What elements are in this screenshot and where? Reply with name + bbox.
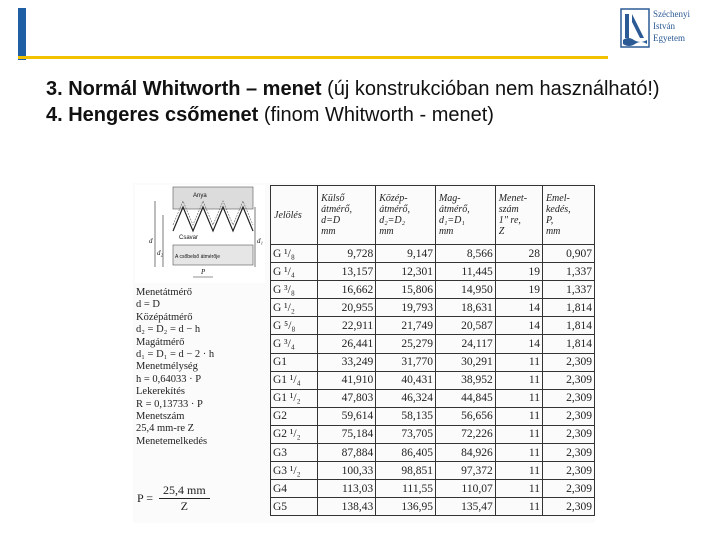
cell-threads-per-inch: 11: [495, 480, 542, 498]
logo-line: István: [653, 21, 675, 31]
cell-pitch-diameter: 46,324: [376, 389, 436, 407]
accent-horizontal-line: [18, 56, 608, 59]
cell-core-diameter: 84,926: [435, 444, 495, 462]
cell-designation: G2: [271, 407, 318, 425]
cell-outer-diameter: 9,728: [318, 245, 376, 263]
cell-threads-per-inch: 11: [495, 407, 542, 425]
cell-designation: G ³/₄: [271, 335, 318, 353]
cell-outer-diameter: 20,955: [318, 299, 376, 317]
formula-line: h = 0,64033 · P: [136, 373, 202, 385]
cell-core-diameter: 110,07: [435, 480, 495, 498]
cell-designation: G1 ¹/₄: [271, 371, 318, 389]
page-title: [46, 76, 686, 128]
formula-line: Lekerekítés: [136, 386, 185, 398]
cell-pitch-diameter: 86,405: [376, 444, 436, 462]
cell-threads-per-inch: 11: [495, 389, 542, 407]
cell-pitch-diameter: 31,770: [376, 353, 436, 371]
diagram-label-nut: Anya: [193, 193, 207, 199]
cell-pitch-diameter: 15,806: [376, 281, 436, 299]
title-line1-bold: 3. Normál Whitworth – menet: [46, 78, 322, 100]
cell-core-diameter: 72,226: [435, 425, 495, 443]
cell-outer-diameter: 87,884: [318, 444, 376, 462]
table-row: [271, 462, 595, 480]
cell-pitch: 0,907: [542, 245, 594, 263]
cell-core-diameter: 56,656: [435, 407, 495, 425]
table-header-row: [271, 186, 595, 245]
table-row: [271, 425, 595, 443]
cell-pitch: 2,309: [542, 407, 594, 425]
cell-core-diameter: 8,566: [435, 245, 495, 263]
formula-line: d₂ = D₂ = d − h: [136, 324, 201, 336]
logo-line: Széchenyi: [653, 9, 690, 19]
cell-core-diameter: 11,445: [435, 263, 495, 281]
table-row: [271, 444, 595, 462]
cell-designation: G3: [271, 444, 318, 462]
diagram-label-d1: d₁: [257, 237, 263, 245]
cell-outer-diameter: 100,33: [318, 462, 376, 480]
cell-pitch: 1,814: [542, 299, 594, 317]
cell-outer-diameter: 113,03: [318, 480, 376, 498]
cell-core-diameter: 24,117: [435, 335, 495, 353]
diagram-label-pipe-bore: A csőbelső átmérője: [175, 254, 221, 260]
cell-core-diameter: 14,950: [435, 281, 495, 299]
table-row: [271, 317, 595, 335]
formula-line: Középátmérő: [136, 311, 193, 323]
formula-line: Menetmélység: [136, 361, 198, 373]
cell-outer-diameter: 75,184: [318, 425, 376, 443]
cell-threads-per-inch: 11: [495, 353, 542, 371]
pitch-formula: [137, 483, 210, 514]
cell-pitch: 2,309: [542, 371, 594, 389]
cell-threads-per-inch: 11: [495, 425, 542, 443]
header-pitch: Emel- kedés, P, mm: [542, 186, 594, 245]
header-outer-diameter: Külső átmérő, d=D mm: [318, 186, 376, 245]
cell-outer-diameter: 47,803: [318, 389, 376, 407]
table-row: [271, 245, 595, 263]
formula-line: d₁ = D₁ = d − 2 · h: [136, 349, 215, 361]
cell-threads-per-inch: 11: [495, 462, 542, 480]
cell-core-diameter: 38,952: [435, 371, 495, 389]
cell-outer-diameter: 13,157: [318, 263, 376, 281]
szechenyi-logo-icon: [620, 8, 650, 48]
scanned-reference-figure: [133, 183, 595, 523]
cell-pitch: 2,309: [542, 498, 594, 516]
diagram-label-d: d: [149, 237, 153, 245]
diagram-label-d2: d₂: [157, 249, 163, 257]
cell-threads-per-inch: 14: [495, 317, 542, 335]
cell-threads-per-inch: 11: [495, 371, 542, 389]
diagram-label-pitch: P: [201, 268, 206, 276]
cell-outer-diameter: 26,441: [318, 335, 376, 353]
cell-designation: G2 ¹/₂: [271, 425, 318, 443]
cell-designation: G4: [271, 480, 318, 498]
cell-outer-diameter: 59,614: [318, 407, 376, 425]
header-core-diameter: Mag- átmérő, d₁=D₁ mm: [435, 186, 495, 245]
cell-pitch: 2,309: [542, 425, 594, 443]
table-row: [271, 281, 595, 299]
cell-designation: G1: [271, 353, 318, 371]
cell-pitch-diameter: 9,147: [376, 245, 436, 263]
cell-pitch: 1,814: [542, 317, 594, 335]
cell-designation: G5: [271, 498, 318, 516]
thread-dimensions-table: [270, 185, 595, 516]
cell-designation: G ⁵/₈: [271, 317, 318, 335]
cell-pitch-diameter: 40,431: [376, 371, 436, 389]
cell-pitch-diameter: 73,705: [376, 425, 436, 443]
cell-outer-diameter: 138,43: [318, 498, 376, 516]
cell-core-diameter: 44,845: [435, 389, 495, 407]
cell-pitch: 2,309: [542, 462, 594, 480]
logo-line: Egyetem: [653, 33, 685, 43]
table-body: [271, 245, 595, 516]
pitch-fraction: [159, 483, 210, 514]
table-row: [271, 498, 595, 516]
formula-line: 25,4 mm-re Z: [136, 423, 195, 435]
table-row: [271, 371, 595, 389]
table-row: [271, 389, 595, 407]
formula-line: Menetátmérő: [136, 287, 192, 298]
cell-designation: G ¹/₂: [271, 299, 318, 317]
table-row: [271, 335, 595, 353]
title-line2-bold: 4. Hengeres csőmenet: [46, 104, 259, 126]
cell-threads-per-inch: 19: [495, 281, 542, 299]
cell-threads-per-inch: 11: [495, 498, 542, 516]
cell-pitch-diameter: 58,135: [376, 407, 436, 425]
formula-line: Magátmérő: [136, 336, 185, 348]
table-row: [271, 407, 595, 425]
cell-pitch: 1,814: [542, 335, 594, 353]
title-line2-rest: (finom Whitworth - menet): [258, 104, 494, 126]
cell-outer-diameter: 16,662: [318, 281, 376, 299]
formula-line: Menetszám: [136, 411, 185, 423]
table-row: [271, 299, 595, 317]
cell-designation: G3 ¹/₂: [271, 462, 318, 480]
cell-threads-per-inch: 14: [495, 335, 542, 353]
university-logo: [620, 6, 710, 50]
formula-line: R = 0,13733 · P: [136, 398, 203, 410]
header-designation: Jelölés: [271, 186, 318, 245]
cell-threads-per-inch: 11: [495, 444, 542, 462]
cell-core-diameter: 97,372: [435, 462, 495, 480]
cell-pitch-diameter: 25,279: [376, 335, 436, 353]
cell-pitch: 2,309: [542, 353, 594, 371]
cell-pitch-diameter: 21,749: [376, 317, 436, 335]
header-pitch-diameter: Közép- átmérő, d₂=D₂ mm: [376, 186, 436, 245]
pitch-denominator: Z: [180, 499, 188, 513]
cell-core-diameter: 30,291: [435, 353, 495, 371]
cell-pitch: 1,337: [542, 281, 594, 299]
table-row: [271, 480, 595, 498]
cell-threads-per-inch: 28: [495, 245, 542, 263]
diagram-label-bolt: Csavar: [179, 235, 199, 241]
title-line1-rest: (új konstrukcióban nem használható!): [321, 78, 660, 100]
pitch-numerator: 25,4 mm: [159, 483, 210, 499]
cell-designation: G1 ¹/₂: [271, 389, 318, 407]
accent-vertical-bar: [18, 8, 26, 60]
formula-list: [136, 287, 268, 448]
cell-pitch-diameter: 12,301: [376, 263, 436, 281]
cell-core-diameter: 135,47: [435, 498, 495, 516]
cell-pitch-diameter: 98,851: [376, 462, 436, 480]
cell-core-diameter: 20,587: [435, 317, 495, 335]
cell-designation: G ³/₈: [271, 281, 318, 299]
cell-pitch-diameter: 111,55: [376, 480, 436, 498]
cell-pitch-diameter: 19,793: [376, 299, 436, 317]
cell-pitch: 2,309: [542, 389, 594, 407]
header-threads-per-inch: Menet- szám 1" re, Z: [495, 186, 542, 245]
logo-text: [653, 8, 690, 44]
formula-line: d = D: [136, 299, 161, 311]
table-row: [271, 263, 595, 281]
table-row: [271, 353, 595, 371]
thread-profile-diagram: [135, 185, 265, 283]
cell-threads-per-inch: 19: [495, 263, 542, 281]
cell-core-diameter: 18,631: [435, 299, 495, 317]
pitch-formula-lhs: P =: [137, 491, 153, 505]
cell-designation: G ¹/₈: [271, 245, 318, 263]
cell-designation: G ¹/₄: [271, 263, 318, 281]
cell-outer-diameter: 33,249: [318, 353, 376, 371]
cell-pitch: 2,309: [542, 444, 594, 462]
cell-pitch: 1,337: [542, 263, 594, 281]
cell-outer-diameter: 41,910: [318, 371, 376, 389]
cell-pitch: 2,309: [542, 480, 594, 498]
cell-outer-diameter: 22,911: [318, 317, 376, 335]
formula-line: Menetemelkedés: [136, 435, 208, 447]
cell-threads-per-inch: 14: [495, 299, 542, 317]
cell-pitch-diameter: 136,95: [376, 498, 436, 516]
